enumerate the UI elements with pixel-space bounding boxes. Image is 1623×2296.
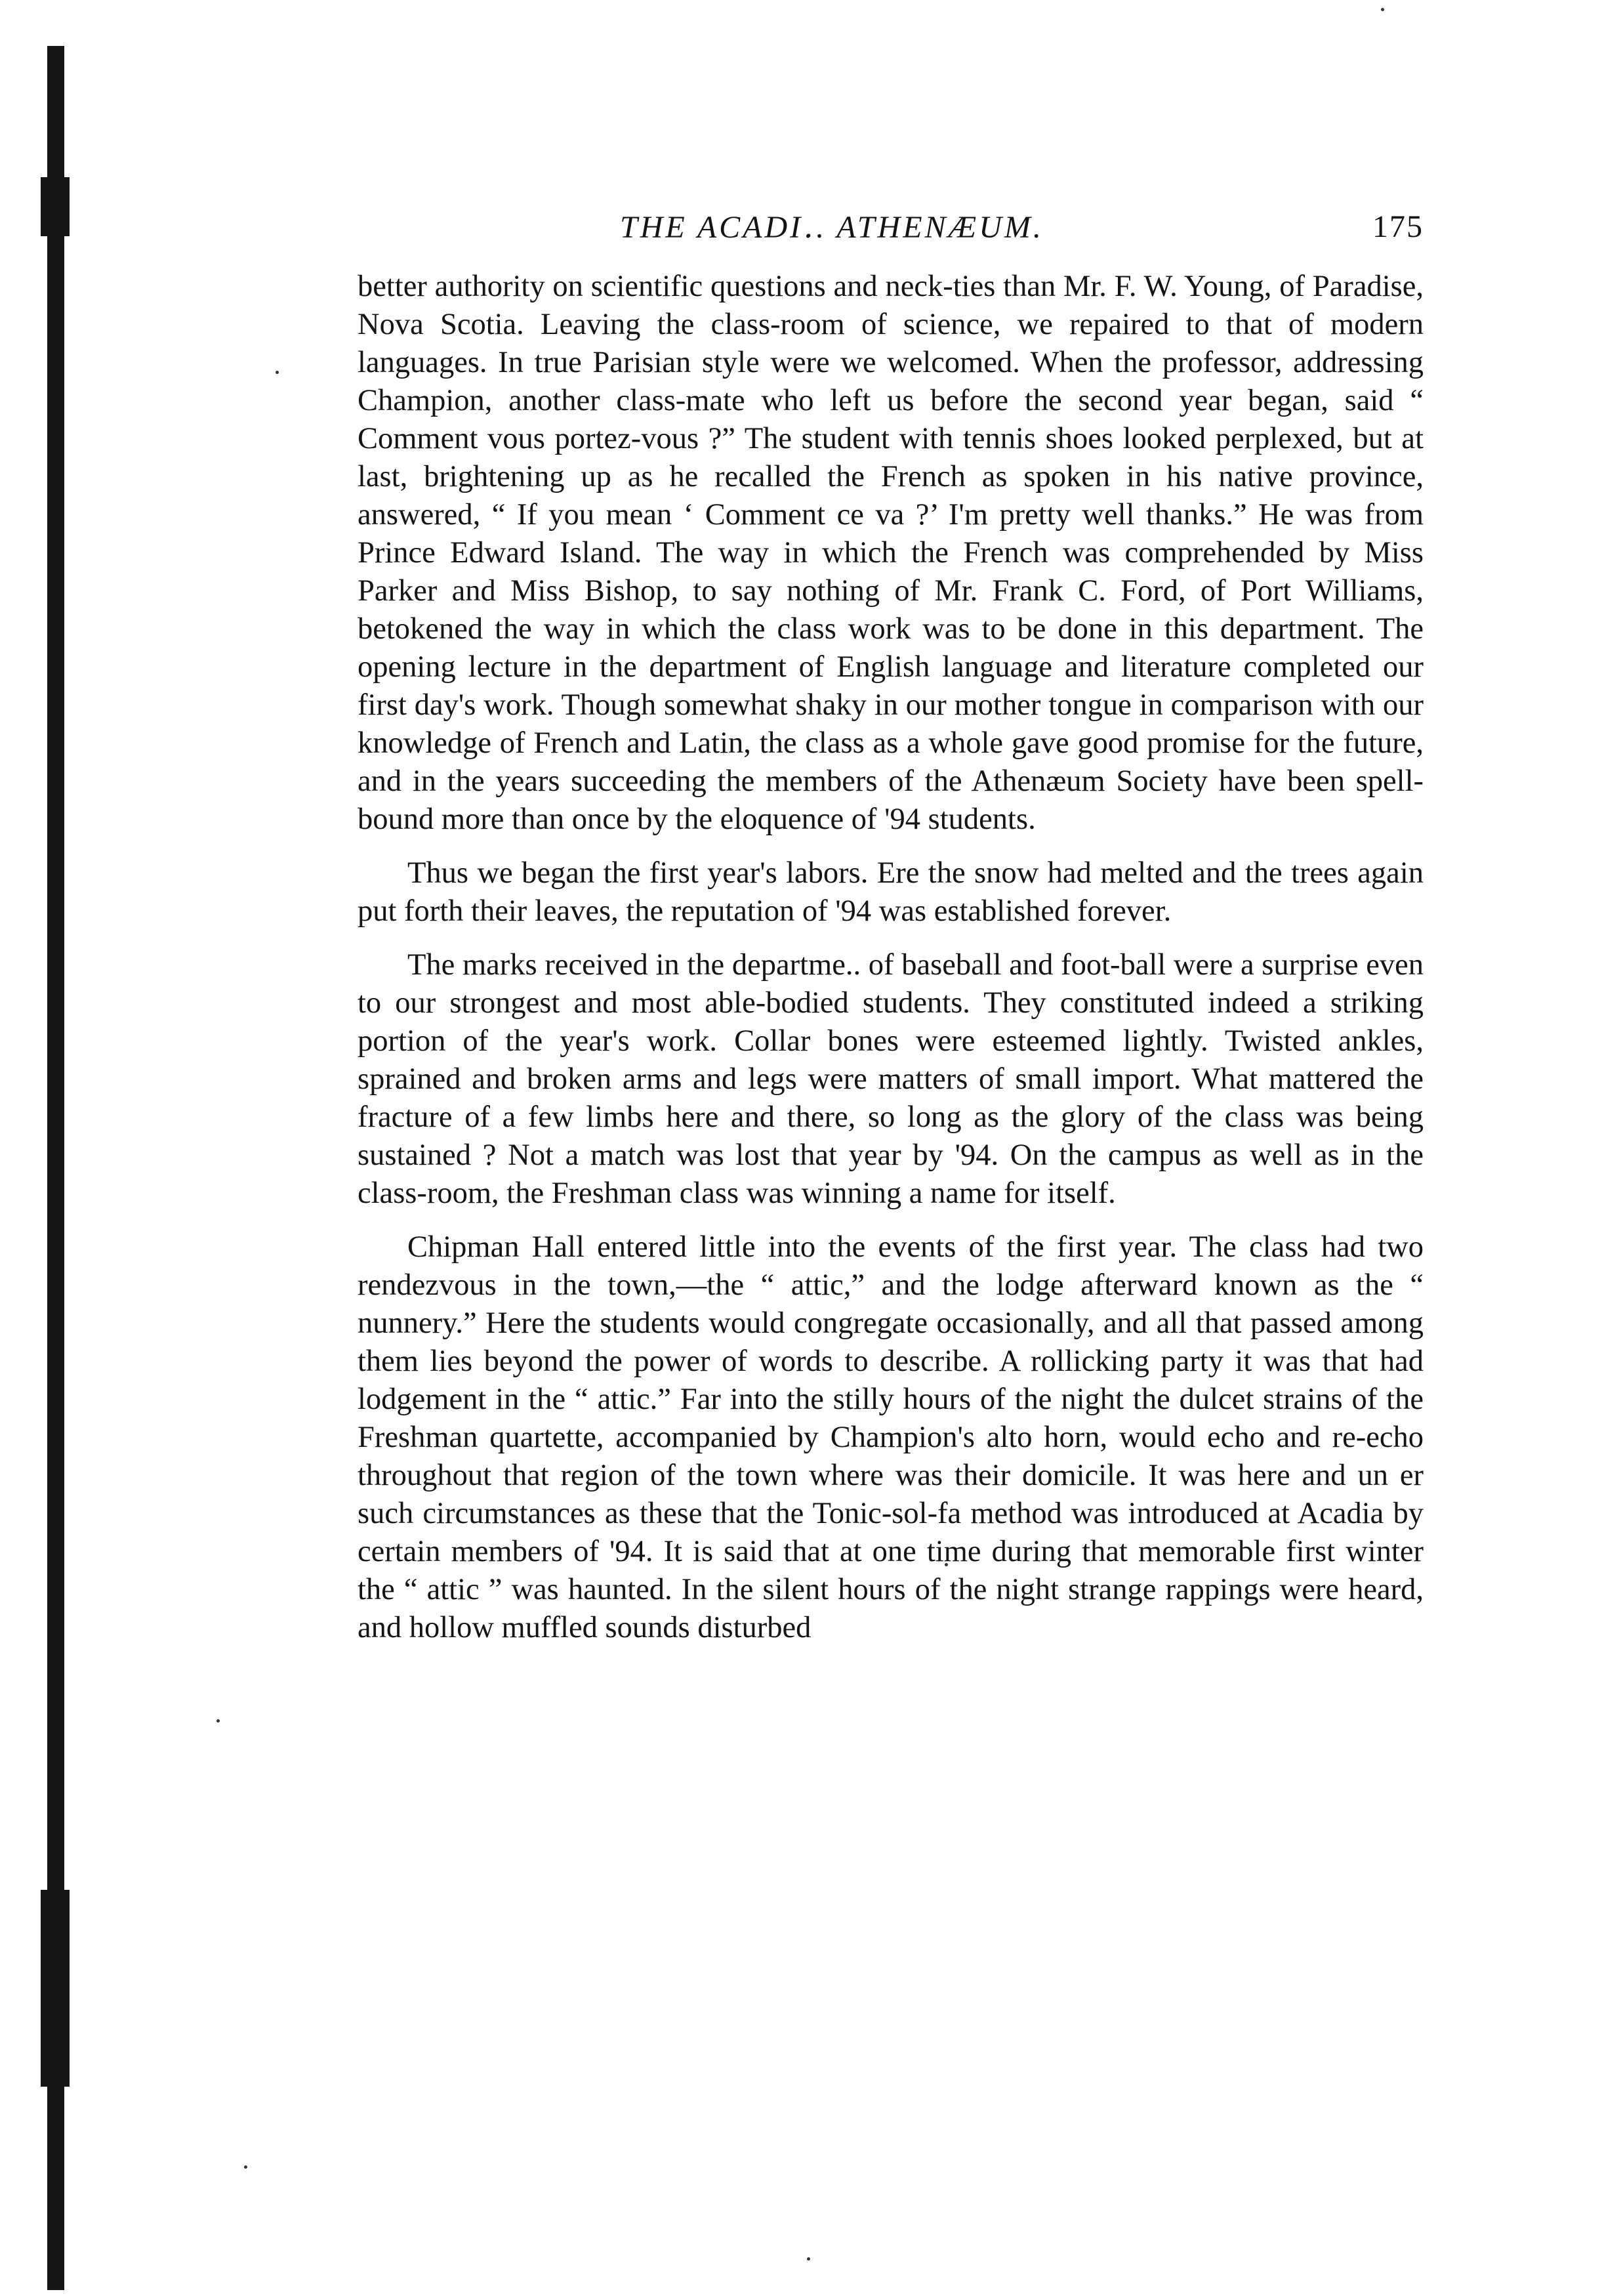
print-speck xyxy=(276,371,279,374)
print-speck xyxy=(807,2257,810,2261)
paragraph: better authority on scientific questions and neck-ties than Mr. F. W. Young, of Paradise, Nova Scotia. Leaving the class-room of science, we repaired to that of modern languages. In true Parisian style were we welcomed. When the professor, addressing Champion, another class-mate who left us before the second year began, said “ Comment vous portez-vous ?” The student with tennis shoes looked perplexed, but at last, brightening up as he recalled the French as spoken in his native province, answered, “ If you mean ‘ Comment ce va ?’ I'm pretty well thanks.” He was from Prince Edward Island. The way in which the French was comprehended by Miss Parker and Miss Bishop, to say nothing of Mr. Frank C. Ford, of Port Williams, betokened the way in which the class work was to be done in this department. The opening lecture in the department of English language and literature completed our first day's work. Though somewhat shaky in our mother tongue in comparison with our knowledge of French and Latin, the class as a whole gave good promise for the future, and in the years succeeding the members of the Athenæum Society have been spell-bound more than once by the eloquence of '94 students. xyxy=(358,270,1424,836)
binding-notch xyxy=(41,177,70,236)
running-title: THE ACADI․. ATHENÆUM. xyxy=(620,210,1044,245)
paragraph: The marks received in the departme.. of baseball and foot-ball were a surprise even to our strongest and most able-bodied students. They constituted indeed a striking portion of the year's work. Collar bones were esteemed lightly. Twisted ankles, sprained and broken arms and legs were matters of small import. What mattered the fracture of a few limbs here and there, so long as the glory of the class was being sustained ? Not a match was lost that year by '94. On the campus as well as in the class-room, the Freshman class was winning a name for itself. xyxy=(358,948,1424,1210)
paragraph: Chipman Hall entered little into the events of the first year. The class had two rendezvous in the town,—the “ attic,” and the lodge afterward known as the “ nunnery.” Here the students would congregate occasionally, and all that passed among them lies beyond the power of words to describe. A rollicking party it was that had lodgement in the “ attic.” Far into the stilly hours of the night the dulcet strains of the Freshman quartette, accompanied by Champion's alto horn, would echo and re-echo throughout that region of the town where was their domicile. It was here and un er such circumstances as these that the Tonic-sol-fa method was introduced at Acadia by certain members of '94. It is said that at one time during that memorable first winter the “ attic ” was haunted. In the silent hours of the night strange rappings were heard, and hollow muffled sounds disturbed xyxy=(358,1230,1424,1644)
print-speck xyxy=(1381,8,1384,11)
paragraph: Thus we began the first year's labors. Ere the snow had melted and the trees again put forth their leaves, the reputation of '94 was established forever. xyxy=(358,856,1424,928)
article-body xyxy=(358,268,1424,1663)
print-speck xyxy=(216,1719,220,1722)
running-header xyxy=(358,209,1424,255)
print-speck xyxy=(244,2165,247,2169)
page-number: 175 xyxy=(1372,209,1424,244)
binding-notch xyxy=(41,1890,70,2087)
